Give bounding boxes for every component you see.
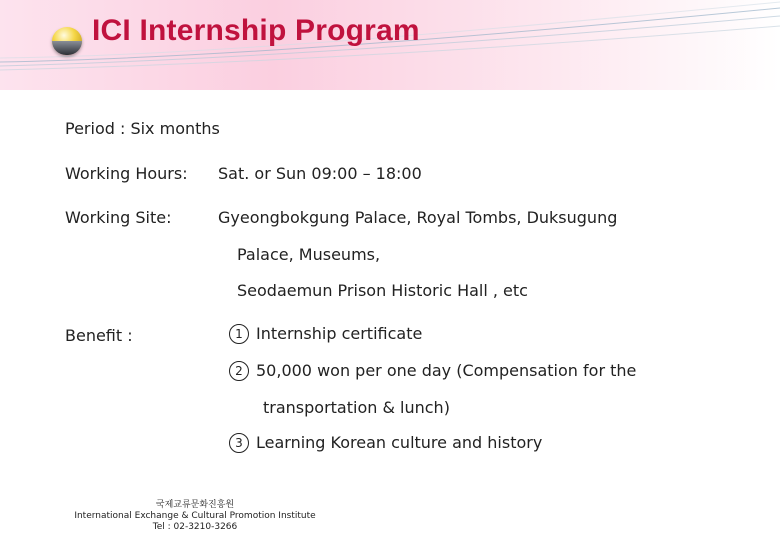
title-bullet-orb-icon <box>52 27 82 55</box>
benefit-item-3 <box>229 433 542 453</box>
footer-org-korean: 국제교류문화진흥원 <box>155 500 235 510</box>
circled-number-2-icon: 2 <box>229 361 249 381</box>
working-hours-value: Sat. or Sun 09:00 – 18:00 <box>218 164 422 183</box>
benefit-text: Learning Korean culture and history <box>256 433 543 452</box>
benefit-item-1 <box>229 324 422 344</box>
working-site-line-3: Seodaemun Prison Historic Hall , etc <box>237 281 528 300</box>
benefit-label: Benefit : <box>65 326 133 345</box>
circled-number-3-icon: 3 <box>229 433 249 453</box>
benefit-text: Internship certificate <box>256 324 423 343</box>
period-text: Period : Six months <box>65 119 220 138</box>
working-hours-label: Working Hours: <box>65 164 188 183</box>
footer-tel: Tel : 02-3210-3266 <box>152 522 238 532</box>
benefit-text: 50,000 won per one day (Compensation for the <box>256 361 637 380</box>
working-site-line-1: Gyeongbokgung Palace, Royal Tombs, Duksugung <box>218 208 618 227</box>
circled-number-1-icon: 1 <box>229 324 249 344</box>
page-title: ICI Internship Program <box>92 14 420 47</box>
footer-org-english: International Exchange & Cultural Promotion Institute <box>74 511 316 521</box>
working-site-line-2: Palace, Museums, <box>237 245 381 264</box>
benefit-item-2 <box>229 361 636 381</box>
benefit-item-2-continued: transportation & lunch) <box>263 398 450 417</box>
working-site-label: Working Site: <box>65 208 172 227</box>
footer-org-info <box>64 500 326 533</box>
